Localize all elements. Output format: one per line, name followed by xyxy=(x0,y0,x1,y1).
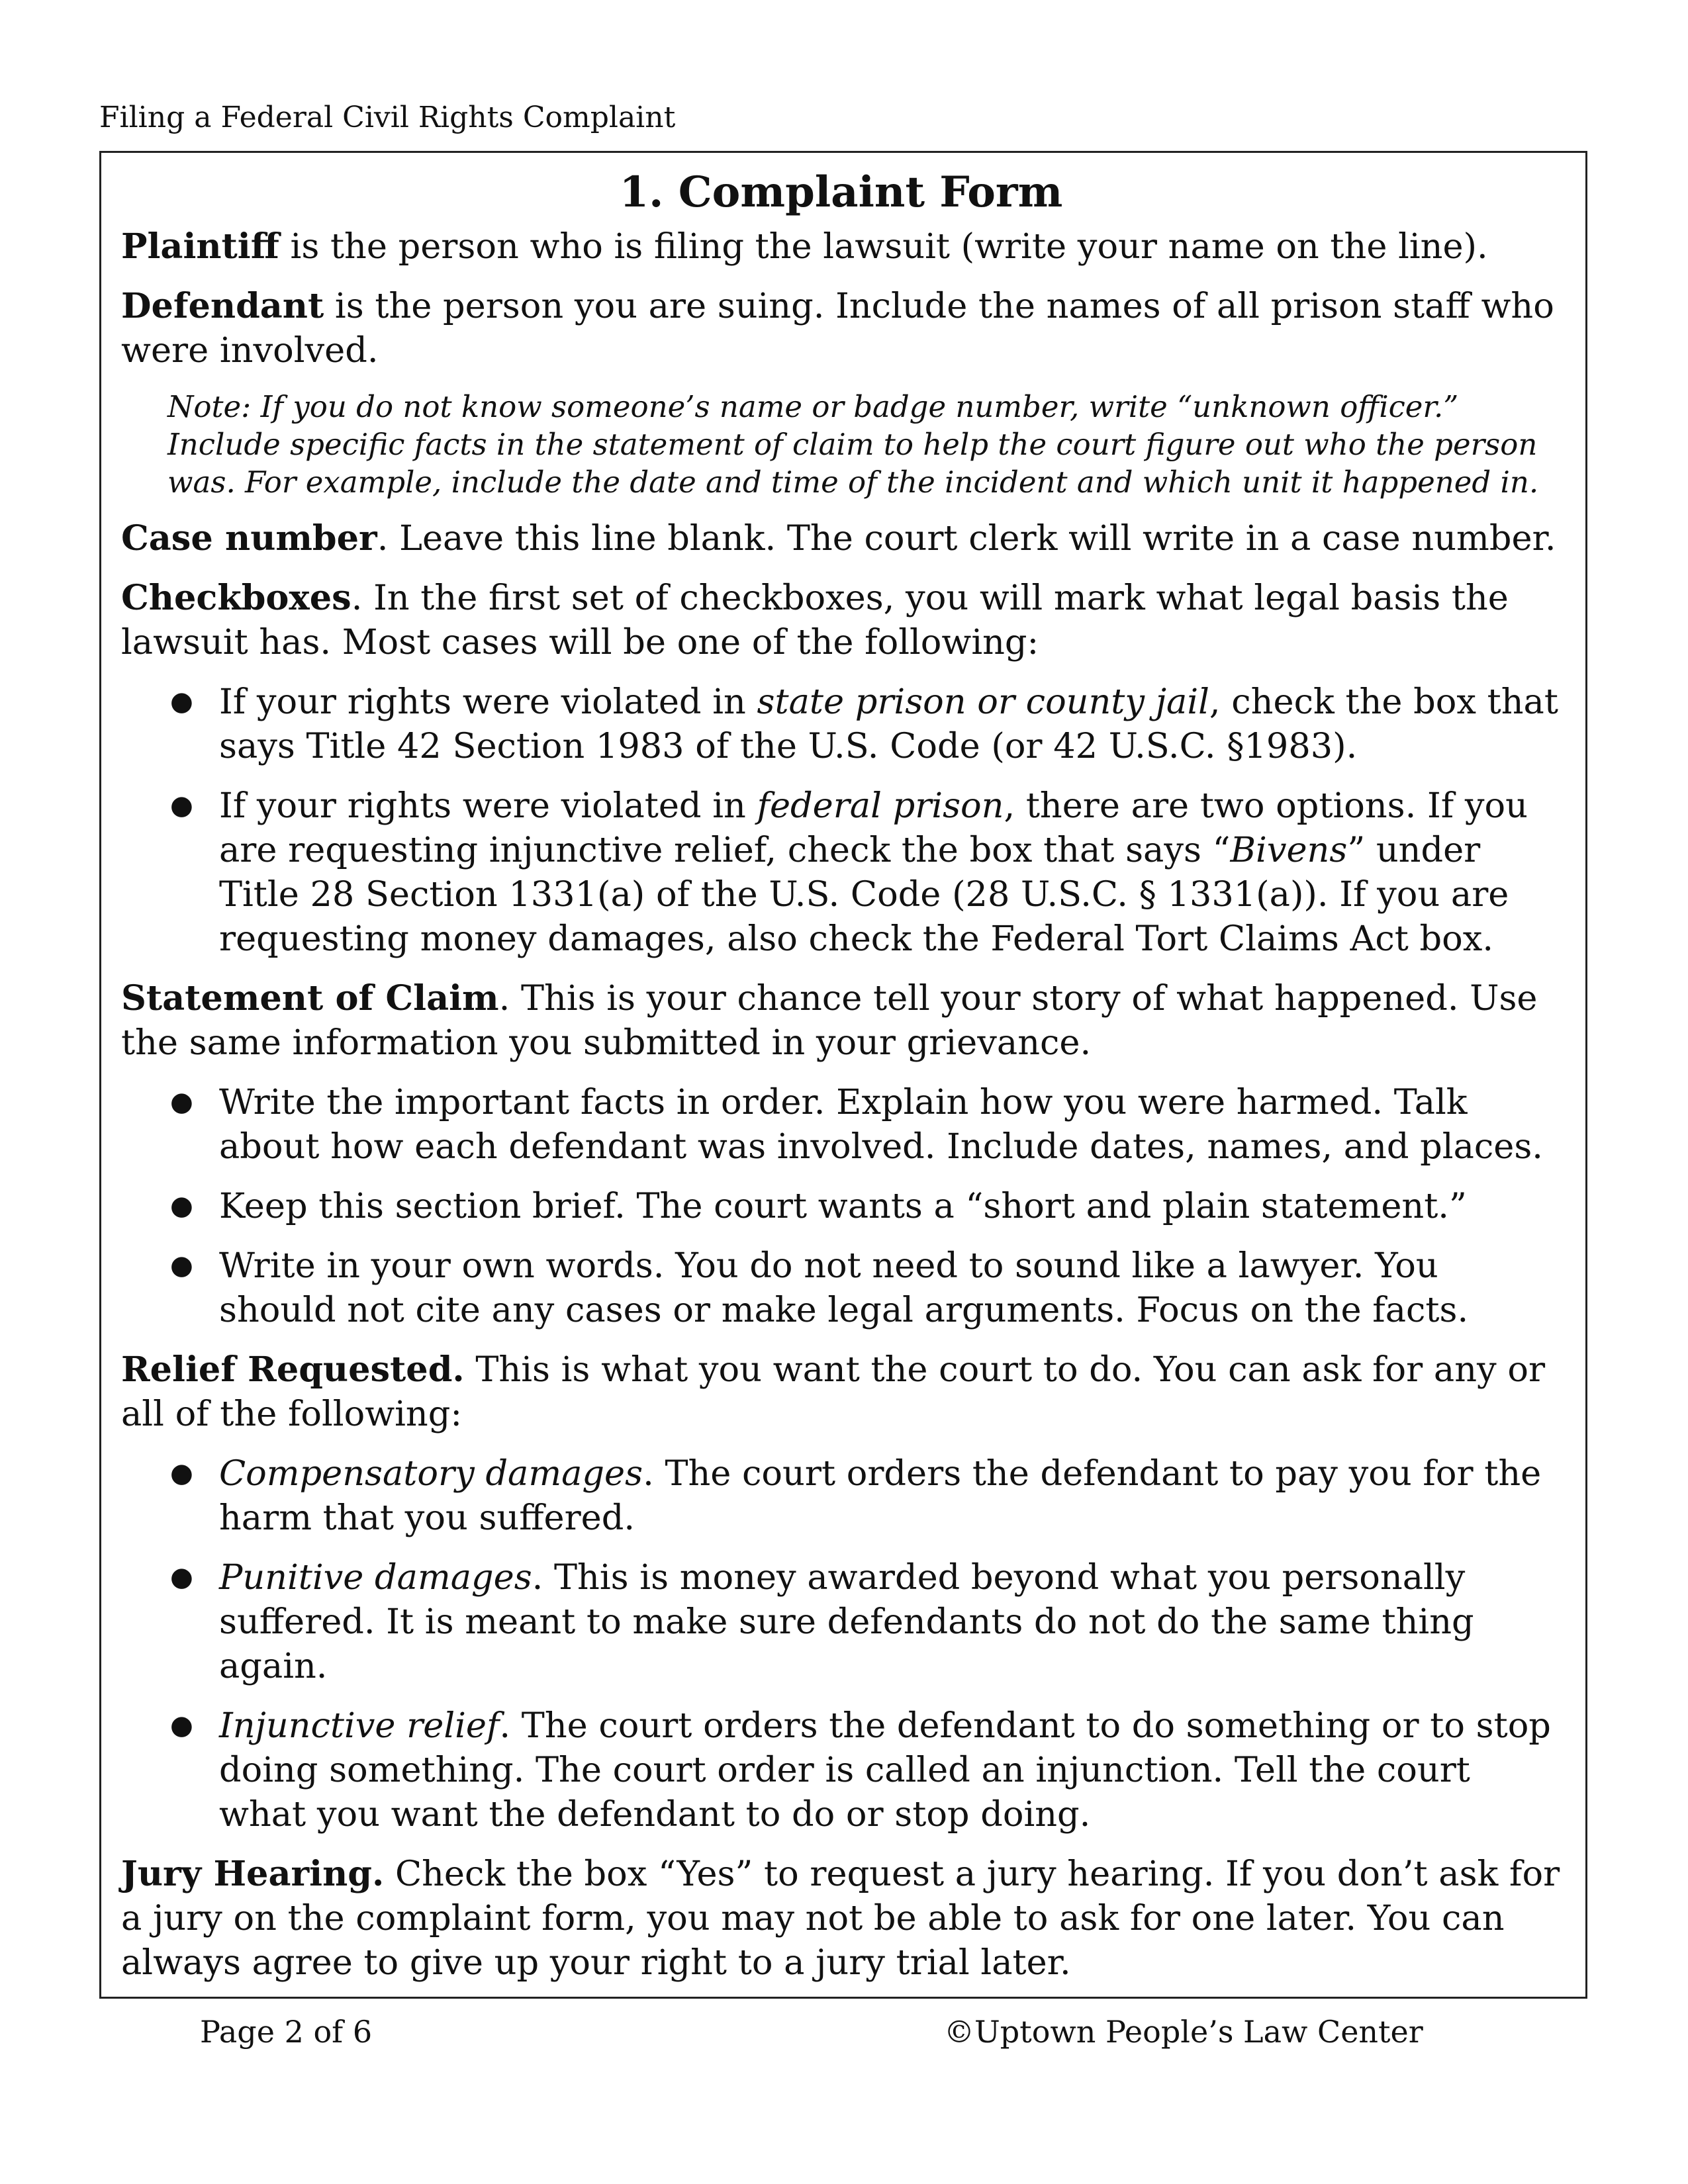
bullet-icon: ● xyxy=(170,1710,193,1741)
plaintiff-text: is the person who is filing the lawsuit (write your name on the line). xyxy=(279,226,1488,267)
relief-term: Relief Requested. xyxy=(121,1349,465,1390)
checkboxes-term: Checkboxes xyxy=(121,578,352,618)
list-item: ● Compensatory damages. The court orders the defendant to pay you for the harm that you suffered. xyxy=(121,1451,1561,1540)
plaintiff-term: Plaintiff xyxy=(121,226,279,267)
checkboxes-paragraph xyxy=(121,576,1561,664)
bullet-icon: ● xyxy=(170,1458,193,1488)
checkboxes-text: . In the first set of checkboxes, you will mark what legal basis the lawsuit has. Most cases will be one of the following: xyxy=(121,578,1509,662)
section-content xyxy=(121,165,1561,2000)
list-item: ● Write in your own words. You do not need to sound like a lawyer. You should not cite any cases or make legal arguments. Focus on the facts. xyxy=(121,1244,1561,1332)
case-number-term: Case number xyxy=(121,518,377,559)
statement-list xyxy=(121,1080,1561,1332)
list-item: ● Injunctive relief. The court orders the defendant to do something or to stop doing something. The court order is called an injunction. Tell the court what you want the defendant to do or stop doing. xyxy=(121,1704,1561,1837)
bullet-icon: ● xyxy=(170,686,193,717)
bullet-icon: ● xyxy=(170,1562,193,1592)
bullet-icon: ● xyxy=(170,1191,193,1221)
defendant-paragraph xyxy=(121,284,1561,373)
copyright-notice: ©Uptown People’s Law Center xyxy=(944,2014,1423,2050)
statement-paragraph xyxy=(121,976,1561,1065)
bullet-icon: ● xyxy=(170,1250,193,1281)
relief-paragraph xyxy=(121,1347,1561,1436)
note-paragraph: Note: If you do not know someone’s name or badge number, write “unknown officer.” Include specific facts in the statement of claim to help the court figure out who the person was. For example, include the date and time of the incident and which unit it happened in. xyxy=(167,389,1539,500)
defendant-text: is the person you are suing. Include the names of all prison staff who were involved. xyxy=(121,286,1554,371)
emphasis: federal prison xyxy=(757,786,1004,826)
jury-text: Check the box “Yes” to request a jury hearing. If you don’t ask for a jury on the complaint form, you may not be able to ask for one later. You can always agree to give up your right to a jury trial later. xyxy=(121,1854,1560,1983)
bullet-icon: ● xyxy=(170,790,193,821)
emphasis: Compensatory damages xyxy=(219,1453,643,1494)
checkboxes-list xyxy=(121,680,1561,961)
bullet-icon: ● xyxy=(170,1087,193,1117)
emphasis: Injunctive relief xyxy=(219,1706,500,1746)
case-number-text: . Leave this line blank. The court clerk will write in a case number. xyxy=(377,518,1556,559)
emphasis: state prison or county jail xyxy=(757,682,1209,722)
case-number-paragraph xyxy=(121,516,1561,561)
relief-list xyxy=(121,1451,1561,1837)
emphasis: Bivens xyxy=(1230,830,1348,870)
list-item: ● Keep this section brief. The court wants a “short and plain statement.” xyxy=(121,1184,1561,1228)
section-title: 1. Complaint Form xyxy=(619,167,1063,217)
list-item: ● Write the important facts in order. Explain how you were harmed. Talk about how each defendant was involved. Include dates, names, and places. xyxy=(121,1080,1561,1169)
statement-text: . This is your chance tell your story of what happened. Use the same information you submitted in your grievance. xyxy=(121,978,1538,1063)
emphasis: Punitive damages xyxy=(219,1557,532,1598)
defendant-term: Defendant xyxy=(121,286,324,326)
list-item: ● If your rights were violated in federal prison, there are two options. If you are requesting injunctive relief, check the box that says “Bivens” under Title 28 Section 1331(a) of the U.S. Code (28 U.S.C. § 1331(a)). If you are requesting money damages, also check the Federal Tort Claims Act box. xyxy=(121,784,1561,961)
complaint-form-section xyxy=(99,151,1587,1999)
plaintiff-paragraph xyxy=(121,224,1561,269)
running-header: Filing a Federal Civil Rights Complaint xyxy=(99,101,676,134)
relief-text: This is what you want the court to do. You can ask for any or all of the following: xyxy=(121,1349,1546,1434)
jury-paragraph xyxy=(121,1852,1561,1985)
list-item: ● If your rights were violated in state prison or county jail, check the box that says Title 42 Section 1983 of the U.S. Code (or 42 U.S.C. §1983). xyxy=(121,680,1561,768)
page-number: Page 2 of 6 xyxy=(200,2014,373,2050)
statement-term: Statement of Claim xyxy=(121,978,499,1019)
jury-term: Jury Hearing. xyxy=(121,1854,385,1894)
list-item: ● Punitive damages. This is money awarded beyond what you personally suffered. It is meant to make sure defendants do not do the same thing again. xyxy=(121,1555,1561,1688)
